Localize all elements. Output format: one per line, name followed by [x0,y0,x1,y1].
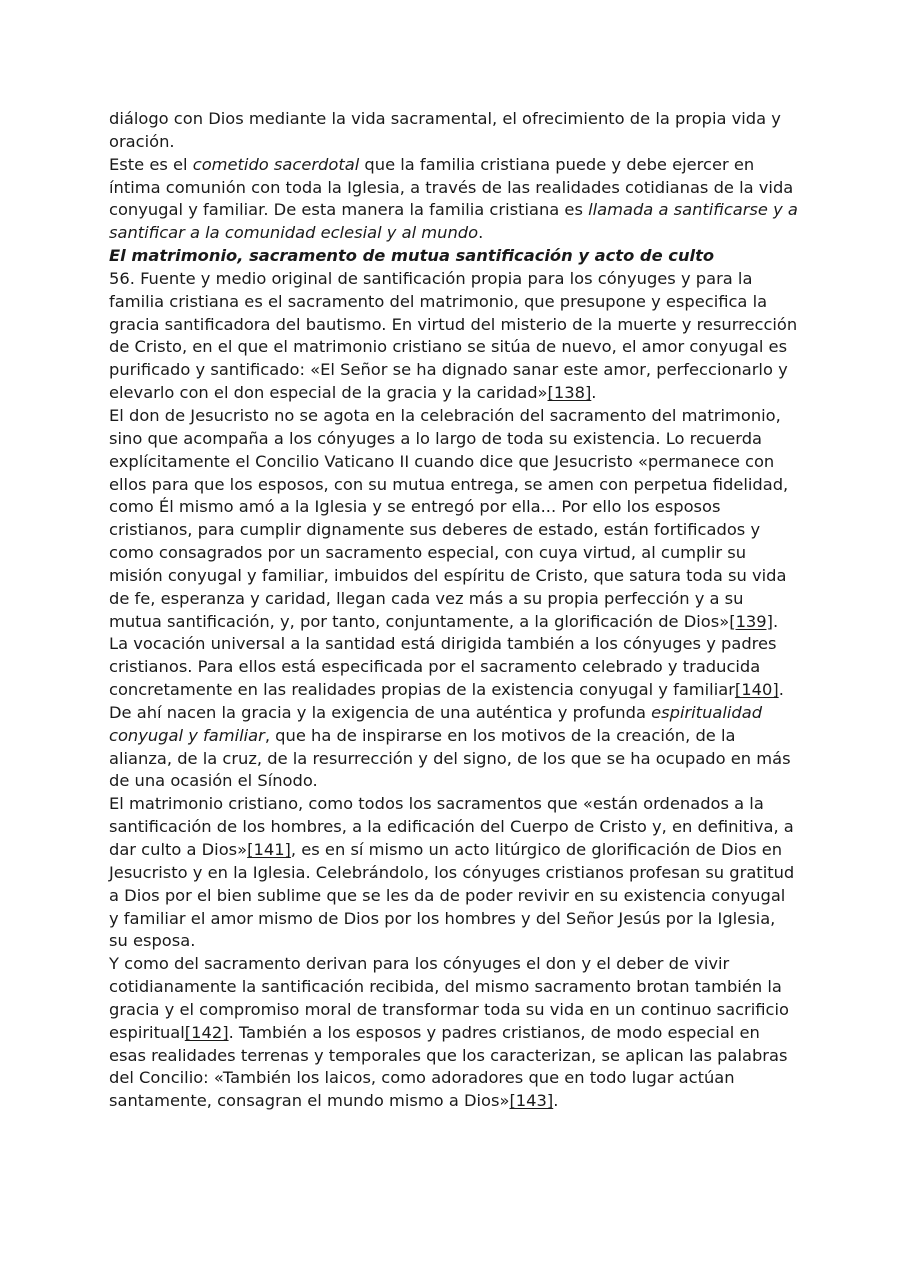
paragraph-text: , que ha de inspirarse en los motivos de la creación, de la alianza, de la cruz, de la resurrección y del signo, de los que se ha ocupado en más de una ocasión el Sínodo. [109,725,791,791]
paragraph-3 [109,268,799,405]
paragraph-6 [109,793,799,953]
paragraph-text: . [553,1091,559,1111]
paragraph-text: . [591,383,597,403]
paragraph-2 [109,154,799,245]
emphasis-text: cometido sacerdotal [192,154,360,174]
footnote-link-142[interactable]: [142] [184,1022,229,1042]
paragraph-1 [109,108,799,154]
paragraph-text: La vocación universal a la santidad está dirigida también a los cónyuges y padres cristianos. Para ellos está especificada por el sacramento celebrado y traducida concretamente en las realidades propias de la existencia conyugal y familiar [109,634,777,700]
footnote-link-140[interactable]: [140] [734,680,779,700]
paragraph-text: . De ahí nacen la gracia y la exigencia de una auténtica y profunda [109,680,784,722]
paragraph-text: diálogo con Dios mediante la vida sacramental, el ofrecimiento de la propia vida y oración. [109,109,781,151]
paragraph-text: Y como del sacramento derivan para los cónyuges el don y el deber de vivir cotidianamente la santificación recibida, del mismo sacramento brotan también la gracia y el compromiso moral de transformar toda su vida en un continuo sacrificio espiritual [109,954,789,1042]
paragraph-text: El matrimonio cristiano, como todos los sacramentos que «están ordenados a la santificación de los hombres, a la edificación del Cuerpo de Cristo y, en definitiva, a dar culto a Dios» [109,794,794,859]
footnote-link-139[interactable]: [139] [729,611,773,631]
footnote-link-143[interactable]: [143] [509,1091,554,1111]
footnote-link-138[interactable]: [138] [547,383,592,403]
paragraph-text: . [478,223,484,243]
footnote-link-141[interactable]: [141] [247,840,291,859]
paragraph-text: . [773,611,779,631]
emphasis-text: espiritualidad conyugal y familiar [109,702,763,745]
document-page [109,108,799,1113]
paragraph-text: Este es el [109,154,193,174]
paragraph-5 [109,633,799,793]
paragraph-text: . También a los esposos y padres cristianos, de modo especial en esas realidades terrenas y temporales que los caracterizan, se aplican las palabras del Concilio: «También los laicos, como adoradores que en todo lugar actúan santamente, consagran el mundo mismo a Dios» [109,1022,788,1111]
paragraph-text: que la familia cristiana puede y debe ejercer en íntima comunión con toda la Iglesia, a través de las realidades cotidianas de la vida conyugal y familiar. De esta manera la familia cristiana es [109,154,794,220]
paragraph-text: , es en sí mismo un acto litúrgico de glorificación de Dios en Jesucristo y en la Iglesia. Celebrándolo, los cónyuges cristianos profesan su gratitud a Dios por el bien sublime que se les da de poder revivir en su existencia conyugal y familiar el amor mismo de Dios por los hombres y del Señor Jesús por la Iglesia, su esposa. [109,840,795,951]
paragraph-7 [109,953,799,1113]
emphasis-text: llamada a santificarse y a santificar a la comunidad eclesial y al mundo [109,200,798,243]
section-heading: El matrimonio, sacramento de mutua santificación y acto de culto [109,246,715,266]
paragraph-4 [109,405,799,633]
paragraph-text: 56. Fuente y medio original de santificación propia para los cónyuges y para la familia cristiana es el sacramento del matrimonio, que presupone y especifica la gracia santificadora del bautismo. En virtud del misterio de la muerte y resurrección de Cristo, en el que el matrimonio cristiano se sitúa de nuevo, el amor conyugal es purificado y santificado: «El Señor se ha dignado sanar este amor, perfeccionarlo y elevarlo con el don especial de la gracia y la caridad» [109,268,798,403]
paragraph-text: El don de Jesucristo no se agota en la celebración del sacramento del matrimonio, sino que acompaña a los cónyuges a lo largo de toda su existencia. Lo recuerda explícitamente el Concilio Vaticano II cuando dice que Jesucristo «permanece con ellos para que los esposos, con su mutua entrega, se amen con perpetua fidelidad, como Él mismo amó a la Iglesia y se entregó por ella... Por ello los esposos cristianos, para cumplir dignamente sus deberes de estado, están fortificados y como consagrados por un sacramento especial, con cuya virtud, al cumplir su misión conyugal y familiar, imbuidos del espíritu de Cristo, que satura toda su vida de fe, esperanza y caridad, llegan cada vez más a su propia perfección y a su mutua santificación, y, por tanto, conjuntamente, a la glorificación de Dios» [109,405,789,631]
